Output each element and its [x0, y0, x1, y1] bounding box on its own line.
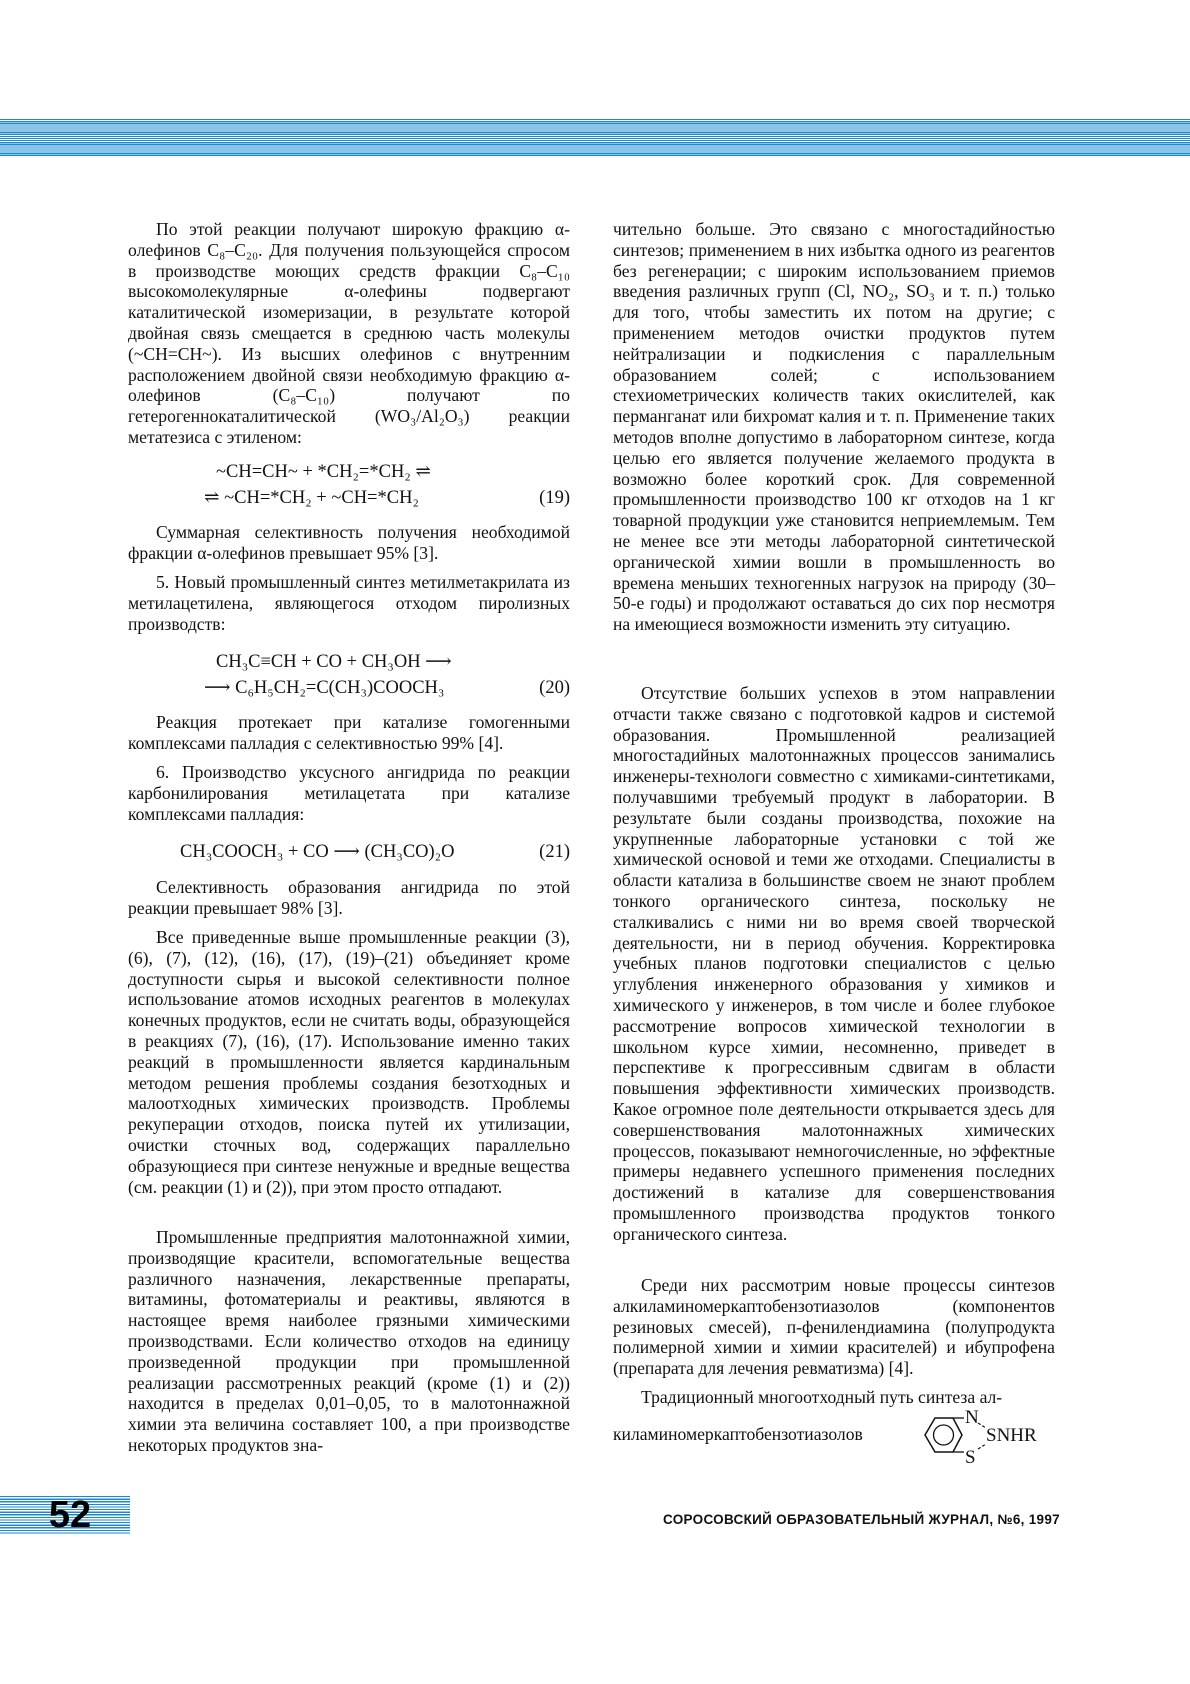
paragraph: чительно больше. Это связано с многостадийностью синтезов; применением в них избытка одного из реагентов без регенерации; с широким использованием приемов введения различных групп (Cl, NO₂, SO₃ и т. п.) только для того, чтобы заместить их потом на другие; с применением методов очистки продуктов путем нейтрализации и подкисления с параллельным образованием солей; с использованием стехиометрических количеств таких окислителей, как перманганат или бихромат калия и т. п. Применение таких методов вполне допустимо в лабораторном синтезе, когда целью его является получение желаемого продукта в возможно более короткий срок. Для современной промышленности производство 100 кг отходов на 1 кг товарной продукции уже становится неприемлемым. Тем не менее все эти методы лабораторной синтетической органической химии вошли в промышленность во времена меньших техногенных нагрузок на природу (30–50-е годы) и продолжают оставаться до сих пор несмотря на имеющиеся возможности изменить эту ситуацию.: [613, 219, 1055, 635]
paragraph: Отсутствие больших успехов в этом направлении отчасти также связано с подготовкой кадров и системой образования. Промышленной реализацией многостадийных малотоннажных процессов занимались инженеры-технологи совместно с химиками-синтетиками, получавшими требуемый продукт в лаборатории. В результате были созданы производства, похожие на укрупненные лабораторные установки с той же химической основой и теми же отходами. Специалисты в области катализа в большинстве своем не знают проблем тонкого органического синтеза, поскольку не сталкивались с ними ни во время своей творческой деятельности, ни в период обучения. Корректировка учебных планов подготовки специалистов с целью углубления инженерного образования у химиков и химического у инженеров, в том числе и более глубокое рассмотрение вопросов химической технологии в школьном курсе химии, несомненно, приведет в перспективе к прогрессивным сдвигам в области повышения эффективности химических производств. Какое огромное поле деятельности открывается здесь для совершенствования малотоннажных химических процессов, показывают немногочисленные, но эффектные примеры недавнего успешного применения последних достижений в катализе для совершенствования промышленного производства продуктов тонкого органического синтеза.: [613, 683, 1055, 1244]
equation-line: CH₃COOCH₃ + CO ⟶ (CH₃CO)₂O: [180, 842, 455, 862]
paragraph: 5. Новый промышленный синтез метилметакрилата из метилацетилена, являющегося отходом пиролизных производств:: [128, 572, 570, 634]
nitrogen-label: N: [965, 1407, 979, 1428]
equation-number: (20): [539, 678, 570, 698]
equation-line: CH₃C≡CH + CO + CH₃OH ⟶: [216, 652, 452, 672]
equation-number: (21): [539, 842, 570, 862]
paragraph: Среди них рассмотрим новые процессы синтезов алкиламиномеркаптобензотиазолов (компонентов резиновых смесей), п-фенилендиамина (полупродукта полимерной химии и химии красителей) и ибупрофена (препарата для лечения ревматизма) [4].: [613, 1275, 1055, 1379]
journal-footer: СОРОСОВСКИЙ ОБРАЗОВАТЕЛЬНЫЙ ЖУРНАЛ, №6, 1997: [663, 1512, 1060, 1527]
equation-line: ~CH=CH~ + *CH₂=*CH₂ ⇌: [216, 462, 431, 482]
paragraph: Реакция протекает при катализе гомогенными комплексами палладия с селективностью 99% [4].: [128, 712, 570, 753]
paragraph: киламиномеркаптобензотиазолов: [613, 1424, 863, 1444]
equation-number: (19): [539, 488, 570, 508]
equation-line: ⟶ C₆H₅CH₂=C(CH₃)COOCH₃: [204, 678, 445, 698]
paragraph: Селективность образования ангидрида по этой реакции превышает 98% [3].: [128, 877, 570, 918]
equation-21: [128, 839, 570, 867]
sulfur-label: S: [965, 1447, 976, 1468]
paragraph: Традиционный многоотходный путь синтеза ал-: [641, 1387, 1003, 1407]
paragraph: 6. Производство уксусного ангидрида по реакции карбонилирования метилацетата при катализе комплексами палладия:: [128, 762, 570, 824]
substituent-label: SNHR: [986, 1425, 1037, 1446]
header-stripes: [0, 119, 1190, 157]
equation-20: [128, 649, 570, 703]
paragraph: По этой реакции получают широкую фракцию α-олефинов C₈–C₂₀. Для получения пользующейся спросом в производстве моющих средств фракции C₈–C₁₀ высокомолекулярные α-олефины подвергают каталитической изомеризации, в результате которой двойная связь смещается в среднюю часть молекулы (~CH=CH~). Из высших олефинов с внутренним расположением двойной связи необходимую фракцию α-олефинов (C₈–C₁₀) получают по гетерогеннокаталитической (WO₃/Al₂O₃) реакции метатезиса с этиленом:: [128, 219, 570, 447]
paragraph: Все приведенные выше промышленные реакции (3), (6), (7), (12), (16), (17), (19)–(21) объединяет кроме доступности сырья и высокой селективности полное использование атомов исходных реагентов в молекулах конечных продуктов, если не считать воды, образующейся в реакциях (7), (16), (17). Использование именно таких реакций в промышленности является кардинальным методом решения проблемы создания безотходных и малоотходных химических производств. Проблемы рекуперации отходов, поиска путей их утилизации, очистки сточных вод, содержащих параллельно образующиеся при синтезе ненужные и вредные вещества (см. реакции (1) и (2)), при этом просто отпадают.: [128, 927, 570, 1197]
benzothiazole-structure: [922, 1406, 1072, 1466]
page-number: 52: [48, 1494, 92, 1536]
equation-19: [128, 459, 570, 513]
paragraph: Промышленные предприятия малотоннажной химии, производящие красители, вспомогательные вещества различного назначения, лекарственные препараты, витамины, фотоматериалы и реактивы, являются в настоящее время наиболее грязными химическими производствами. Если количество отходов на единицу произведенной продукции при промышленной реализации рассмотренных реакций (кроме (1) и (2)) находится в пределах 0,01–0,05, то в малотоннажной химии эта величина составляет 100, а при производстве некоторых продуктов зна-: [128, 1227, 570, 1455]
paragraph: Суммарная селективность получения необходимой фракции α-олефинов превышает 95% [3].: [128, 522, 570, 563]
equation-line: ⇌ ~CH=*CH₂ + ~CH=*CH₂: [204, 488, 419, 508]
